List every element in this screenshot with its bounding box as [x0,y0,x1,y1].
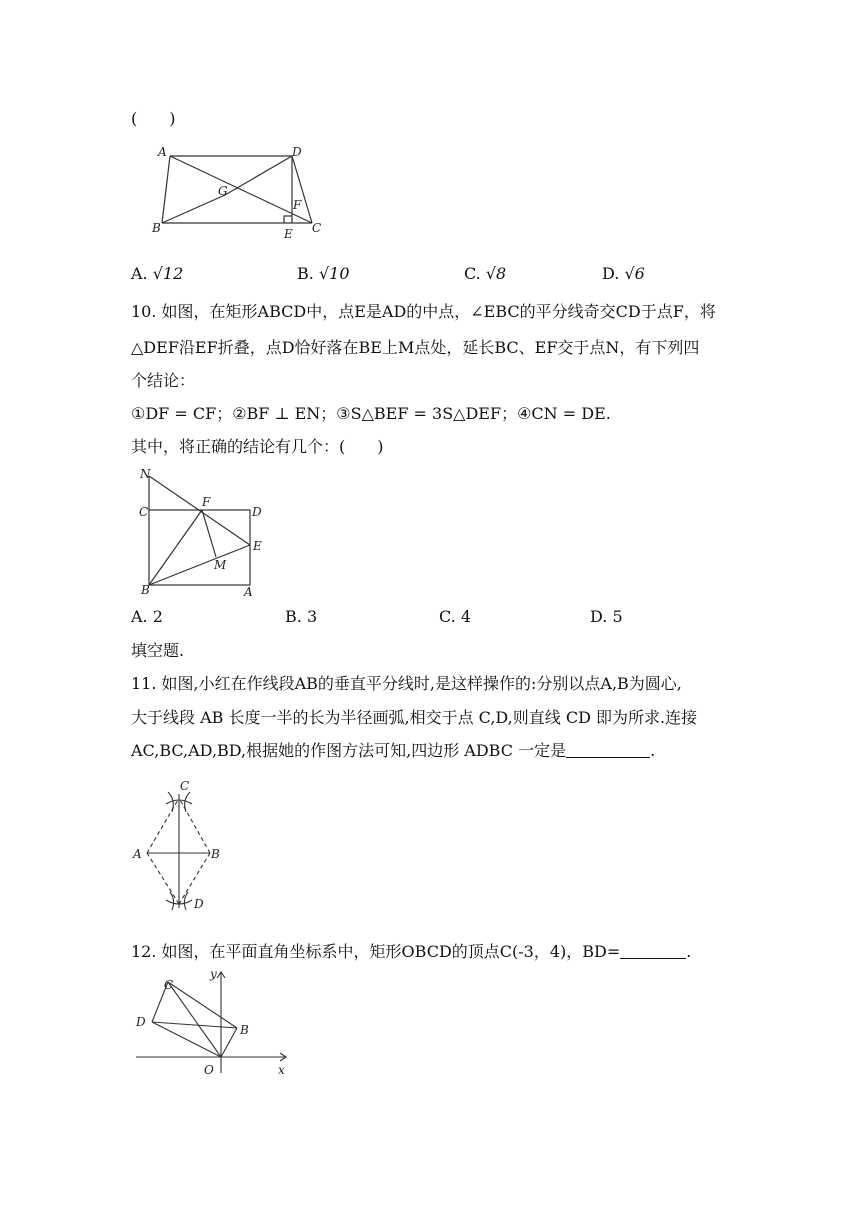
q10-label-m: M [214,558,227,572]
q10-option-d[interactable]: D. 5 [590,607,623,626]
q10-label-n: N [140,467,151,481]
q9-label-d: D [292,145,302,159]
q11-label-c: C [180,779,190,793]
q12-line-1: 12. 如图，在平面直角坐标系中，矩形OBCD的顶点C(-3，4)，BD= . [131,942,692,961]
q12-label-x: x [278,1063,285,1077]
q9-option-b[interactable]: B. √10 [297,264,350,283]
q12-label-c: C [164,978,174,992]
q12-figure [130,962,294,1078]
q11-label-d: D [194,897,204,911]
q9-option-c[interactable]: C. √8 [464,264,507,283]
q11-label-b: B [211,847,220,861]
q10-label-d: D [252,505,262,519]
q11-line-3: AC,BC,AD,BD,根据她的作图方法可知,四边形 ADBC 一定是 . [131,741,656,760]
q10-label-a: A [244,585,253,598]
q11-figure [128,776,238,912]
q9-label-g: G [218,184,228,198]
q10-option-c[interactable]: C. 4 [439,607,472,626]
q10-figure [136,466,276,598]
q9-label-a: A [158,145,167,159]
q11-line-1: 11. 如图,小红在作线段AB的垂直平分线时,是这样操作的:分别以点A,B为圆心, [131,674,682,693]
q10-line-4: ①DF = CF；②BF ⊥ EN；③S△BEF = 3S△DEF；④CN = DE. [131,404,611,423]
q12-label-o: O [204,1063,214,1077]
q12-label-y: y [210,967,217,981]
q10-line-2: △DEF沿EF折叠，点D恰好落在BE上M点处，延长BC、EF交于点N，有下列四 [131,338,700,357]
q10-label-e: E [253,539,262,553]
q10-label-b: B [141,583,150,597]
q9-option-d[interactable]: D. √6 [602,264,645,283]
q9-label-f: F [293,198,302,212]
q9-label-e: E [284,227,293,238]
q10-option-b[interactable]: B. 3 [285,607,318,626]
q11-label-a: A [133,847,142,861]
section-title: 填空题. [131,641,185,660]
q9-option-a[interactable]: A. √12 [131,264,184,283]
q9-paren: ( ) [131,109,176,128]
q10-label-c: C [139,505,149,519]
q10-label-f: F [202,495,211,509]
q11-line-2: 大于线段 AB 长度一半的长为半径画弧,相交于点 C,D,则直线 CD 即为所求.连接 [131,708,698,727]
q12-label-d: D [136,1015,146,1029]
q9-figure [148,142,328,238]
q12-answer-blank[interactable] [620,942,686,959]
q10-line-3: 个结论： [131,371,196,390]
q9-label-c: C [312,221,322,235]
q11-answer-blank[interactable] [566,741,650,758]
q9-label-b: B [152,221,161,235]
q10-line-1: 10. 如图，在矩形ABCD中，点E是AD的中点，∠EBC的平分线奇交CD于点F，将 [131,302,716,321]
q10-line-5: 其中，将正确的结论有几个：( ) [131,437,384,456]
q12-label-b: B [240,1023,249,1037]
q10-option-a[interactable]: A. 2 [131,607,163,626]
